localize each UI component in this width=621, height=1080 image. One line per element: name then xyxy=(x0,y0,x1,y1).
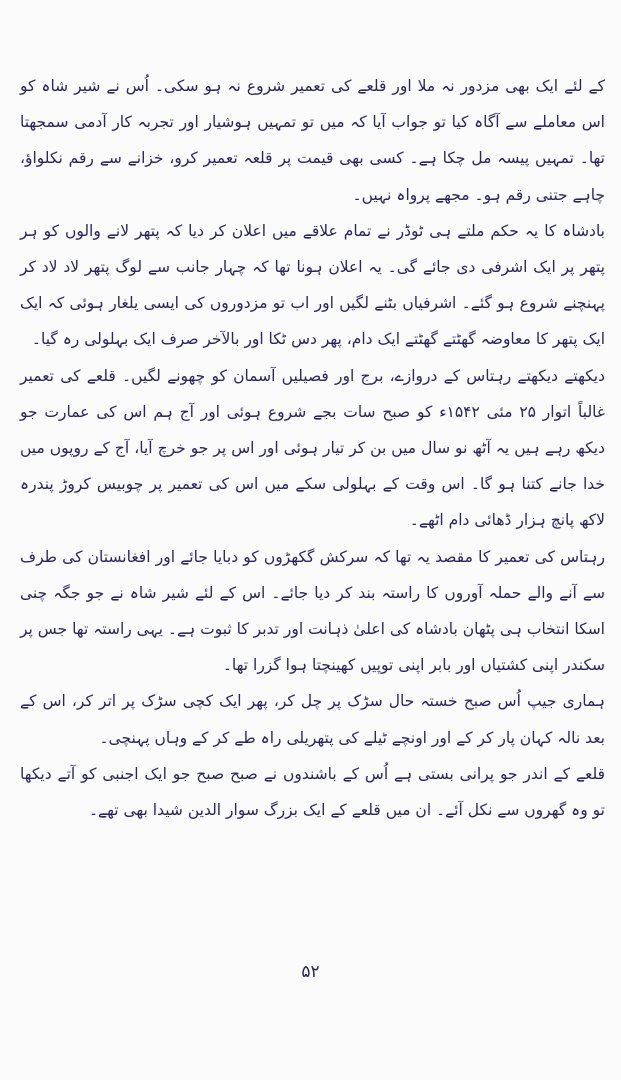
paragraph: بادشاہ کا یہ حکم ملتے ہی ٹوڈر نے تمام علاقے میں اعلان کر دیا کہ پتھر لانے والوں کو ہر پتھر پر ایک اشرفی دی جائے گی۔ یہ اعلان ہونا تھا کہ چہار جانب سے لوگ پتھر لاد لاد کر پہنچنے شروع ہو گئے۔ اشرفیاں بٹنے لگیں اور اب تو مزدوروں کی ایسی یلغار ہوئی کہ ایک ایک پتھر کا معاوضہ گھٹتے گھٹتے ایک دام، پھر دس ٹکا اور بالآخر صرف ایک بہلولی رہ گیا۔ xyxy=(20,221,605,349)
paragraph: کے لئے ایک بھی مزدور نہ ملا اور قلعے کی تعمیر شروع نہ ہو سکی۔ اُس نے شیر شاہ کو اس معاملے سے آگاہ کیا تو جواب آیا کہ میں تو تمہیں ہوشیار اور تجربہ کار آدمی سمجھتا تھا۔ تمہیں پیسہ مل چکا ہے۔ کسی بھی قیمت پر قلعہ تعمیر کرو، خزانے سے رقم نکلواؤ، چاہے جتنی رقم ہو۔ مجھے پرواہ نہیں۔ xyxy=(20,77,605,204)
paragraph: ہماری جیپ اُس صبح خستہ حال سڑک پر چل کر، پھر ایک کچی سڑک پر اتر کر، اس کے بعد نالہ کہان پار کر کے اور اونچے ٹیلے کی پتھریلی راہ طے کر کے وہاں پہنچی۔ xyxy=(20,692,605,747)
page-number: ۵۲ xyxy=(301,962,320,982)
paragraph: دیکھتے دیکھتے رہتاس کے دروازے، برج اور فصیلیں آسمان کو چھونے لگیں۔ قلعے کی تعمیر غالباً اتوار ۲۵ مئی ۱۵۴۲ء کو صبح سات بجے شروع ہوئی اور آج ہم اس کی عمارت جو دیکھ رہے ہیں یہ آٹھ نو سال میں بن کر تیار ہوئی اور اس پر جو خرچ آیا، آج کے روپوں میں خدا جانے کتنا ہو گا۔ اس وقت کے بہلولی سکے میں اس کی تعمیر پر چوبیس کروڑ پندرہ لاکھ پانچ ہزار ڈھائی دام اٹھے۔ xyxy=(20,366,605,530)
body-text xyxy=(20,68,605,828)
paragraph: رہتاس کی تعمیر کا مقصد یہ تھا کہ سرکش گکھڑوں کو دبایا جائے اور افغانستان کی طرف سے آنے والے حملہ آوروں کا راستہ بند کر دیا جائے۔ اس کے لئے شیر شاہ نے جو جگہ چنی اسکا انتخاب ہی پٹھان بادشاہ کی اعلیٰ ذہانت اور تدبر کا ثبوت ہے۔ یہی راستہ تھا جس پر سکندر اپنی کشتیاں اور بابر اپنی توپیں کھینچتا ہوا گزرا تھا۔ xyxy=(20,547,605,675)
paragraph: قلعے کے اندر جو پرانی بستی ہے اُس کے باشندوں نے صبح صبح جو ایک اجنبی کو آتے دیکھا تو وہ گھروں سے نکل آئے۔ ان میں قلعے کے ایک بزرگ سوار الدین شیدا بھی تھے۔ xyxy=(20,764,605,820)
